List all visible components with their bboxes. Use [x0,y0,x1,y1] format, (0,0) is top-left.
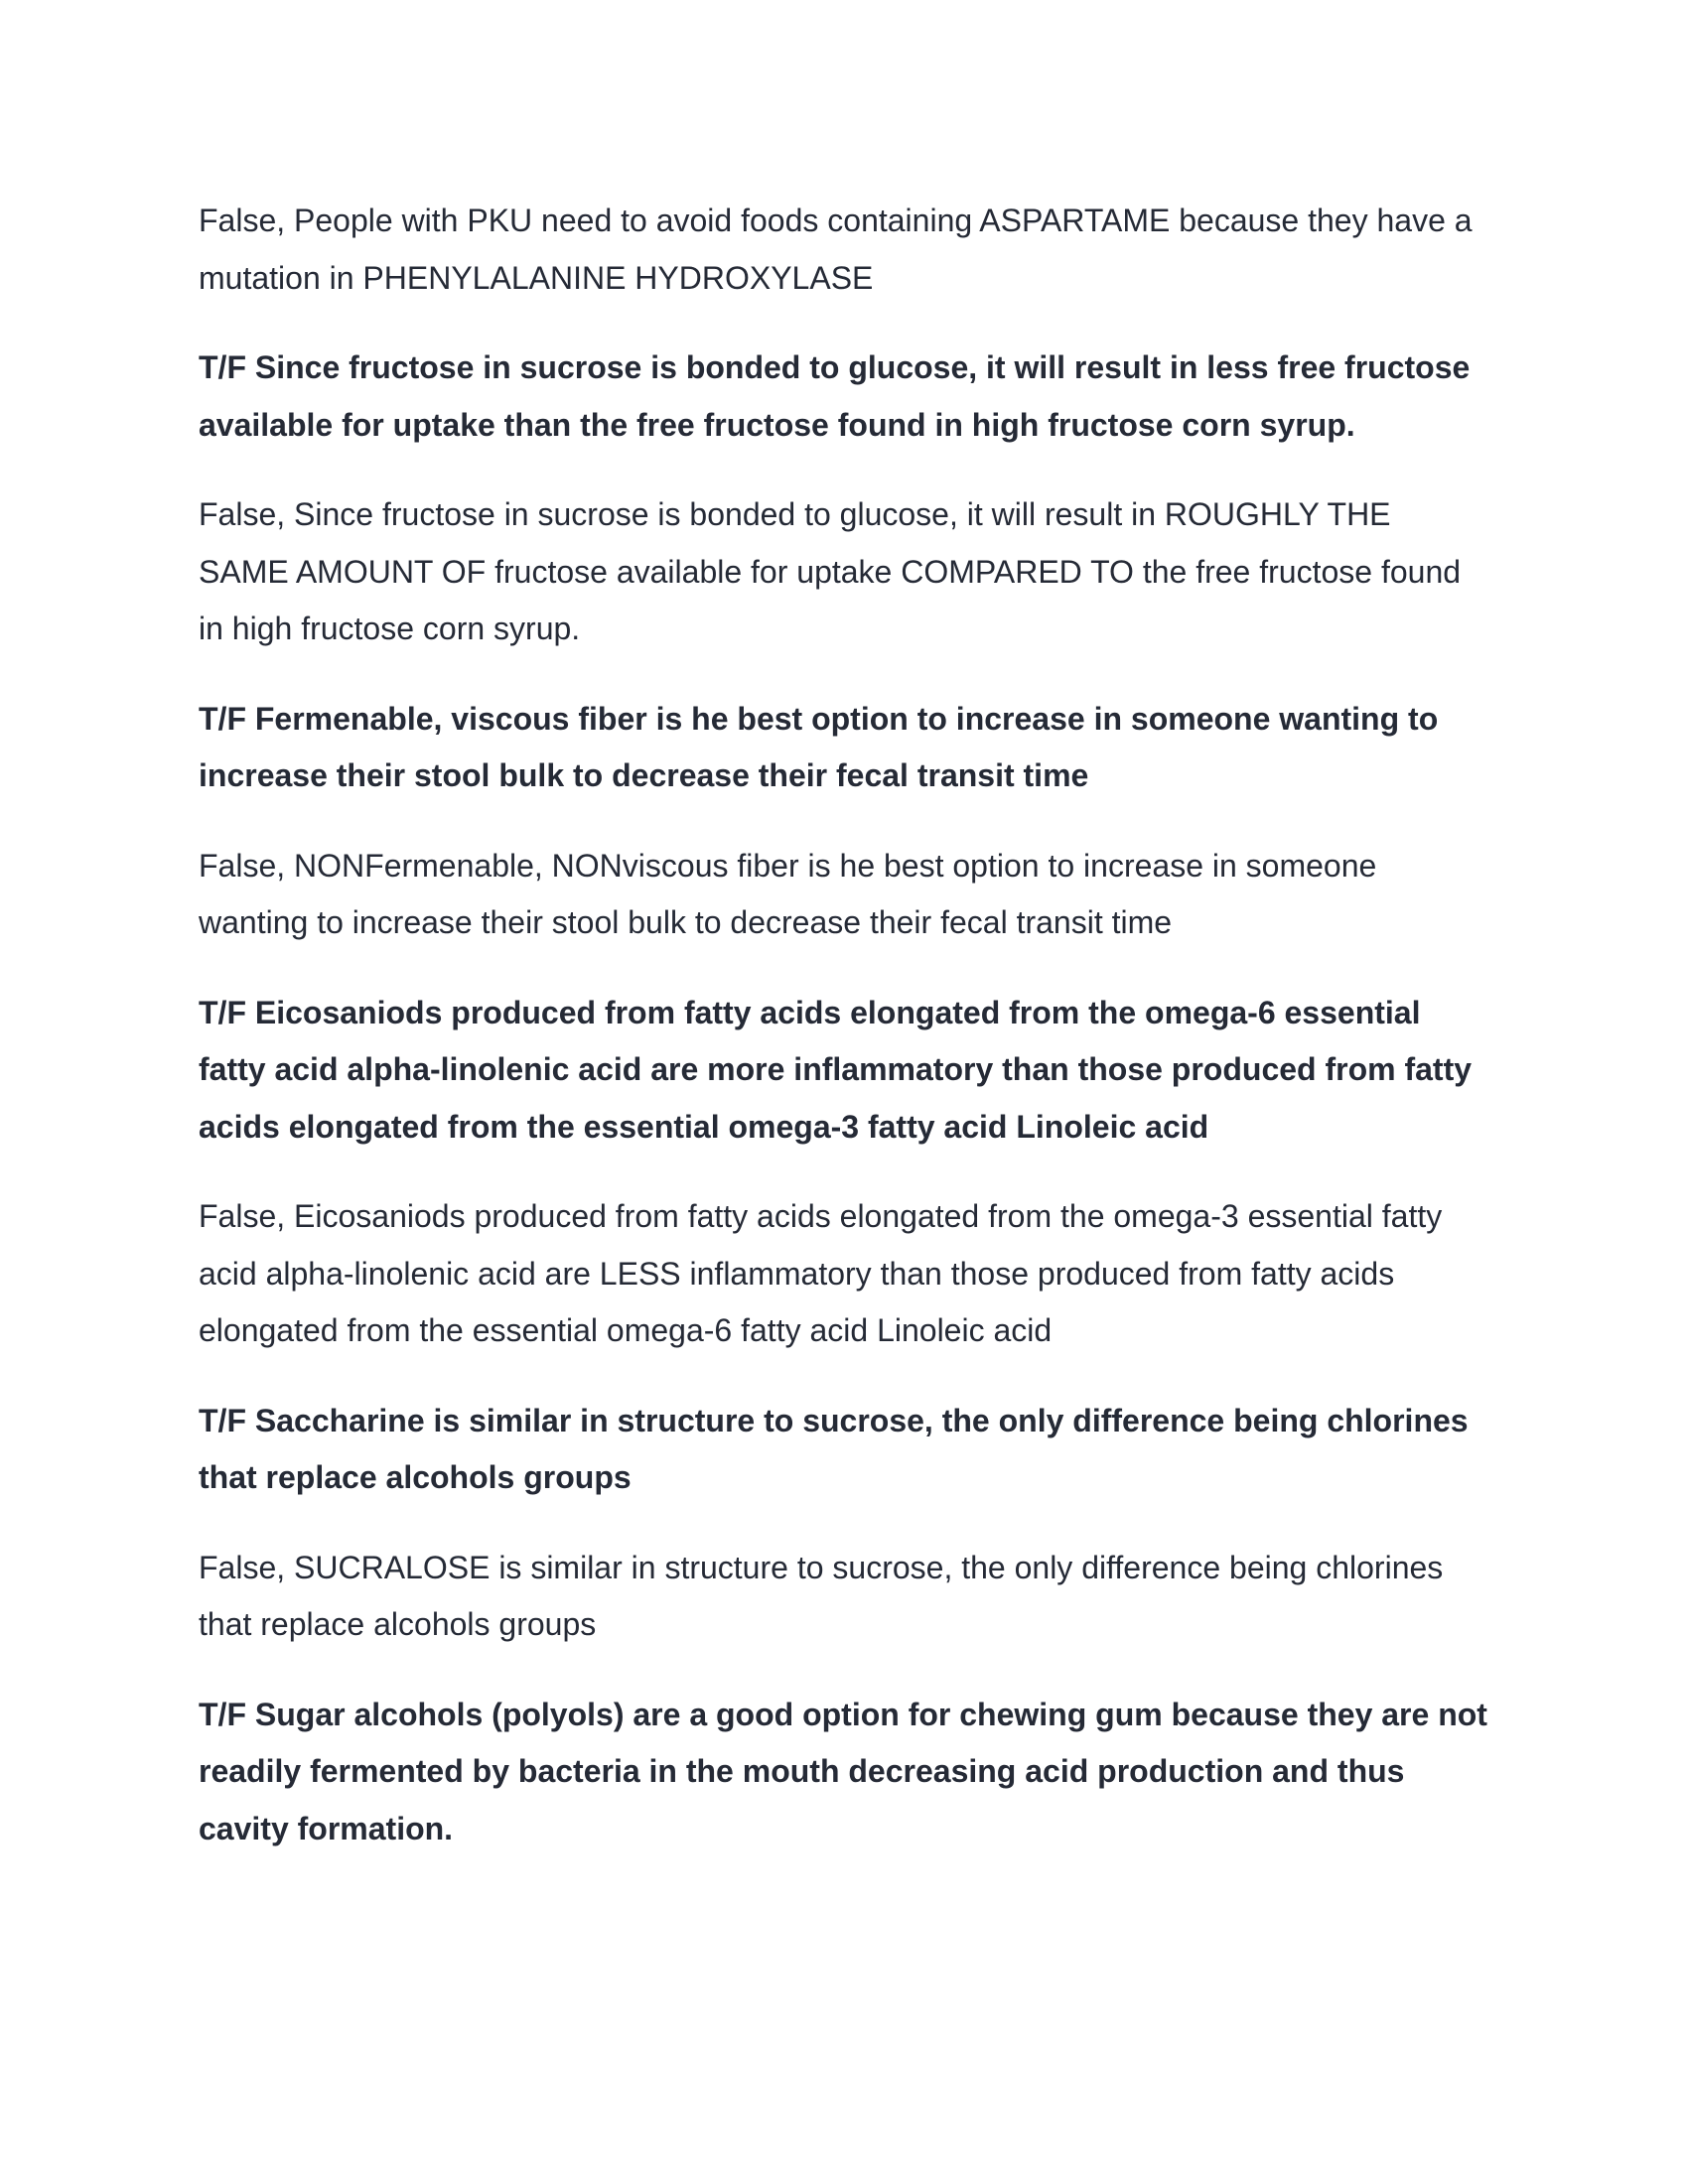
answer-paragraph: False, Eicosaniods produced from fatty acids elongated from the omega-3 essential fatty acid alpha-linolenic acid are LESS inflammatory than those produced from fatty acids elongated from the essential omega-6 fatty acid Linoleic acid [199,1198,1443,1348]
answer-paragraph: False, People with PKU need to avoid foods containing ASPARTAME because they have a mutation in PHENYLALANINE HYDROXYLASE [199,203,1473,296]
answer-paragraph: False, Since fructose in sucrose is bonded to glucose, it will result in ROUGHLY THE SAME AMOUNT OF fructose available for uptake COMPARED TO the free fructose found in high fructose corn syrup. [199,496,1462,646]
question-paragraph: T/F Since fructose in sucrose is bonded to glucose, it will result in less free fructose available for uptake than the free fructose found in high fructose corn syrup. [199,349,1471,443]
question-paragraph: T/F Eicosaniods produced from fatty acids elongated from the omega-6 essential fatty acid alpha-linolenic acid are more inflammatory than those produced from fatty acids elongated from the essential omega-3 fatty acid Linoleic acid [199,994,1473,1145]
question-paragraph: T/F Sugar alcohols (polyols) are a good option for chewing gum because they are not readily fermented by bacteria in the mouth decreasing acid production and thus cavity formation. [199,1696,1487,1846]
document-page [199,193,1489,1890]
question-paragraph: T/F Saccharine is similar in structure to sucrose, the only difference being chlorines that replace alcohols groups [199,1402,1469,1495]
answer-paragraph: False, SUCRALOSE is similar in structure to sucrose, the only difference being chlorines that replace alcohols groups [199,1549,1444,1642]
answer-paragraph: False, NONFermenable, NONviscous fiber is he best option to increase in someone wanting to increase their stool bulk to decrease their fecal transit time [199,847,1377,940]
question-paragraph: T/F Fermenable, viscous fiber is he best option to increase in someone wanting to increase their stool bulk to decrease their fecal transit time [199,700,1439,793]
